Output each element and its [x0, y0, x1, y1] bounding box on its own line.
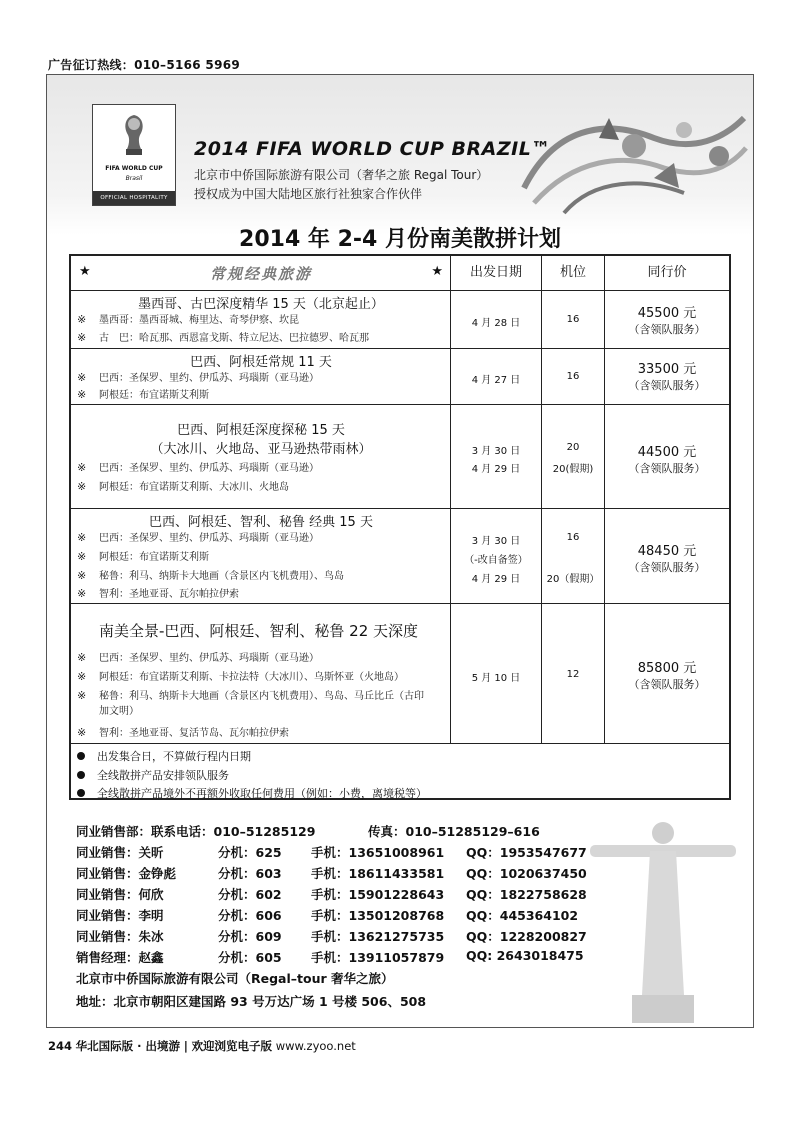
route-title: 巴西、阿根廷、智利、秘鲁 经典 15 天 [149, 515, 373, 530]
price: 44500 元 [637, 445, 697, 460]
contact-mobile: 手机：18611433581 [311, 866, 445, 881]
table-hline [71, 348, 729, 349]
partner-line: 授权成为中国大陆地区旅行社独家合作伙伴 [194, 187, 423, 201]
contact-role: 同业销售：何欣 [76, 887, 164, 902]
contact-mobile: 手机：15901228643 [311, 887, 445, 902]
contact-mobile: 手机：13501208768 [311, 908, 445, 923]
seat-count: 16 [566, 371, 580, 382]
mark-icon: ※ [77, 569, 87, 582]
mark-icon: ※ [77, 331, 87, 344]
logo-official-bar: OFFICIAL HOSPITALITY [93, 191, 175, 205]
company-name: 北京市中侨国际旅游有限公司（Regal–tour 奢华之旅） [76, 971, 394, 986]
departure-date: 3 月 30 日 [471, 536, 521, 547]
price: 45500 元 [637, 306, 697, 321]
page-number: 244 [48, 1039, 73, 1053]
note-item: 全线散拼产品安排领队服务 [77, 767, 229, 783]
table-hline [71, 508, 729, 509]
company-line: 北京市中侨国际旅游有限公司（奢华之旅 Regal Tour） [194, 168, 489, 182]
departure-date: 4 月 27 日 [471, 375, 521, 386]
star-icon: ★ [431, 264, 443, 279]
star-icon: ★ [79, 264, 91, 279]
bullet-icon [77, 789, 85, 797]
route-item-continued: 加文明） [99, 706, 139, 717]
plan-title: 2014 年 2-4 月份南美散拼计划 [239, 227, 561, 252]
contact-qq: QQ：445364102 [466, 908, 579, 923]
departure-date-note: （-改自备签） [464, 555, 528, 566]
route-item: ※ 阿根廷：布宜诺斯艾利斯 [77, 388, 209, 401]
mark-icon: ※ [77, 587, 87, 600]
seat-count: 20（假期） [546, 574, 600, 585]
price-note: （含领队服务） [628, 678, 706, 691]
route-subtitle: （大冰川、火地岛、亚马逊热带雨林） [150, 442, 372, 457]
footer-separator: | [183, 1039, 188, 1053]
route-item: ※ 巴西：圣保罗、里约、伊瓜苏、玛瑙斯（亚马逊） [77, 531, 319, 544]
route-title: 巴西、阿根廷深度探秘 15 天 [177, 423, 345, 438]
christ-statue-graphic [588, 805, 738, 1025]
mark-icon: ※ [77, 313, 87, 326]
mark-icon: ※ [77, 461, 87, 474]
logo-fifa-text: FIFA WORLD CUP [105, 165, 163, 172]
logo-brasil-text: Brasil [125, 175, 143, 182]
contact-mobile: 手机：13911057879 [311, 950, 445, 965]
departure-date: 4 月 29 日 [471, 464, 521, 475]
departure-date: 3 月 30 日 [471, 446, 521, 457]
route-item: ※ 巴西：圣保罗、里约、伊瓜苏、玛瑙斯（亚马逊） [77, 461, 319, 474]
mark-icon: ※ [77, 670, 87, 683]
contact-mobile: 手机：13651008961 [311, 845, 445, 860]
route-title: 墨西哥、古巴深度精华 15 天（北京起止） [138, 297, 384, 312]
seat-count: 16 [566, 532, 580, 543]
fifa-logo [92, 104, 176, 206]
sales-fax: 传真：010–51285129–616 [368, 824, 540, 839]
world-cup-trophy-icon [119, 113, 149, 159]
mark-icon: ※ [77, 531, 87, 544]
mark-icon: ※ [77, 726, 87, 739]
company-address: 地址：北京市朝阳区建国路 93 号万达广场 1 号楼 506、508 [76, 994, 427, 1009]
contact-role: 同业销售：朱冰 [76, 929, 164, 944]
mark-icon: ※ [77, 388, 87, 401]
mark-icon: ※ [77, 371, 87, 384]
header-price: 同行价 [647, 265, 687, 280]
mark-icon: ※ [77, 689, 87, 702]
mark-icon: ※ [77, 550, 87, 563]
page-footer [48, 1038, 356, 1054]
header-seats: 机位 [559, 265, 586, 280]
route-item: ※ 阿根廷：布宜诺斯艾利斯 [77, 550, 209, 563]
price: 48450 元 [637, 544, 697, 559]
banner-regular-classic [75, 261, 447, 285]
price-note: （含领队服务） [628, 561, 706, 574]
contact-qq: QQ：1822758628 [466, 887, 587, 902]
route-title: 南美全景-巴西、阿根廷、智利、秘鲁 22 天深度 [99, 622, 419, 640]
departure-date: 4 月 28 日 [471, 318, 521, 329]
route-item: ※ 巴西：圣保罗、里约、伊瓜苏、玛瑙斯（亚马逊） [77, 371, 319, 384]
mark-icon: ※ [77, 480, 87, 493]
table-hline [71, 743, 729, 744]
route-title: 巴西、阿根廷常规 11 天 [190, 355, 332, 370]
price-note: （含领队服务） [628, 323, 706, 336]
route-item: ※ 巴西：圣保罗、里约、伊瓜苏、玛瑙斯（亚马逊） [77, 651, 319, 664]
contact-ext: 分机：606 [218, 908, 282, 923]
sales-dept-phone: 同业销售部：联系电话：010–51285129 [76, 824, 316, 839]
price-note: （含领队服务） [628, 379, 706, 392]
banner-label: 常规经典旅游 [209, 265, 312, 283]
seat-count: 12 [566, 669, 580, 680]
contact-role: 同业销售：李明 [76, 908, 164, 923]
contact-role: 同业销售：关昕 [76, 845, 164, 860]
route-item: ※ 智利：圣地亚哥、瓦尔帕拉伊索 [77, 587, 239, 600]
website-link[interactable]: www.zyoo.net [275, 1039, 356, 1053]
bullet-icon [77, 771, 85, 779]
price: 33500 元 [637, 362, 697, 377]
departure-date: 5 月 10 日 [471, 673, 521, 684]
seat-count: 16 [566, 314, 580, 325]
route-item: ※ 墨西哥：墨西哥城、梅里达、奇琴伊察、坎昆 [77, 313, 299, 326]
bullet-icon [77, 752, 85, 760]
decorative-swirl-graphic [514, 108, 750, 218]
contact-ext: 分机：609 [218, 929, 282, 944]
table-hline [71, 603, 729, 604]
contact-ext: 分机：605 [218, 950, 282, 965]
contact-qq: QQ: 2643018475 [466, 948, 584, 963]
contact-role: 销售经理：赵鑫 [76, 950, 164, 965]
contact-ext: 分机：625 [218, 845, 282, 860]
route-item: ※ 智利：圣地亚哥、复活节岛、瓦尔帕拉伊索 [77, 726, 289, 739]
contact-ext: 分机：603 [218, 866, 282, 881]
route-item: ※ 阿根廷：布宜诺斯艾利斯、大冰川、火地岛 [77, 480, 289, 493]
tour-table [69, 254, 731, 800]
ad-hotline: 广告征订热线：010–5166 5969 [48, 58, 241, 72]
magazine-brand: 华北国际版 · 出境游 [75, 1039, 181, 1053]
price-note: （含领队服务） [628, 462, 706, 475]
route-item: ※ 阿根廷：布宜诺斯艾利斯、卡拉法特（大冰川）、乌斯怀亚（火地岛） [77, 670, 404, 683]
contact-qq: QQ：1953547677 [466, 845, 587, 860]
route-item: ※ 秘鲁：利马、纳斯卡大地画（含景区内飞机费用）、鸟岛 [77, 569, 344, 582]
route-item: ※ 秘鲁：利马、纳斯卡大地画（含景区内飞机费用）、鸟岛、马丘比丘（古印 [77, 689, 424, 702]
contact-qq: QQ：1228200827 [466, 929, 587, 944]
departure-date: 4 月 29 日 [471, 574, 521, 585]
seat-count: 20 [566, 442, 580, 453]
note-item: 全线散拼产品境外不再额外收取任何费用（例如：小费，离境税等） [77, 785, 427, 801]
contact-ext: 分机：602 [218, 887, 282, 902]
price: 85800 元 [637, 661, 697, 676]
route-item: ※ 古 巴：哈瓦那、西恩富戈斯、特立尼达、巴拉德罗、哈瓦那 [77, 331, 369, 344]
table-hline [71, 290, 729, 291]
header-departure-date: 出发日期 [469, 265, 522, 280]
contact-qq: QQ：1020637450 [466, 866, 587, 881]
mark-icon: ※ [77, 651, 87, 664]
contact-mobile: 手机：13621275735 [311, 929, 445, 944]
seat-count: 20(假期) [552, 464, 594, 475]
footer-slogan: 欢迎浏览电子版 [191, 1039, 273, 1053]
table-hline [71, 404, 729, 405]
world-cup-title: 2014 FIFA WORLD CUP BRAZIL™ [194, 138, 551, 160]
note-item: 出发集合日，不算做行程内日期 [77, 748, 251, 764]
contact-role: 同业销售：金铮彪 [76, 866, 177, 881]
